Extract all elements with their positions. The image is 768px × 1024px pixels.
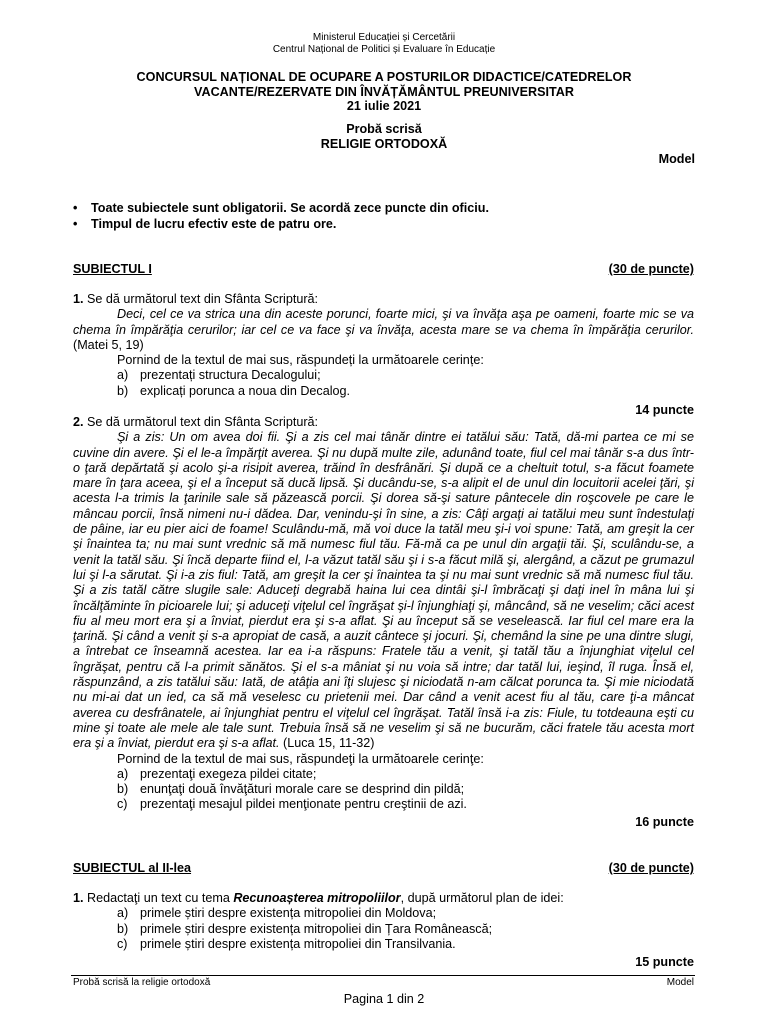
- requirements-list: [73, 767, 694, 813]
- issuer-header: [0, 32, 768, 56]
- rule-item: • Timpul de lucru efectiv este de patru ore.: [71, 216, 701, 232]
- question-number: 2.: [73, 415, 84, 429]
- requirement-item: b) primele știri despre existența mitropoliei din Țara Românească;: [117, 921, 493, 936]
- section-1-points: (30 de puncte): [608, 262, 694, 276]
- question-prompt: Pornind de la textul de mai sus, răspundeți la următoarele cerințe:: [117, 353, 484, 368]
- scripture-quote: Deci, cel ce va strica una din aceste porunci, foarte mici, şi va învăţa aşa pe oameni, foarte mic se va chema în împărăţia cerurilor; iar cel ce va face şi va învăţa, acesta mare se va chema în împărăţia cerurilor.: [73, 307, 694, 337]
- section-1-heading: [73, 262, 694, 276]
- exam-title: [0, 70, 768, 114]
- requirement-item: c) primele știri despre existența mitropoliei din Transilvania.: [117, 936, 456, 951]
- requirement-item: b) explicați porunca a noua din Decalog.: [117, 383, 351, 398]
- footer-exam: Probă scrisă la religie ortodoxă: [73, 977, 211, 988]
- question-intro: Se dă următorul text din Sfânta Scriptură:: [83, 415, 319, 429]
- ministry-name: Ministerul Educației și Cercetării: [312, 32, 456, 43]
- question-points: 15 puncte: [635, 955, 694, 970]
- rule-item: • Toate subiectele sunt obligatorii. Se acordă zece puncte din oficiu.: [71, 200, 701, 216]
- center-name: Centrul Național de Politici și Evaluare în Educație: [272, 44, 496, 55]
- requirement-item: a) prezentaţi exegeza pildei citate;: [117, 766, 317, 781]
- section-1-question-2: [73, 415, 694, 830]
- essay-theme: Recunoașterea mitropoliilor: [233, 891, 401, 905]
- section-2-question-1: [73, 891, 694, 970]
- question-points: 16 puncte: [635, 814, 694, 829]
- requirement-item: c) prezentaţi mesajul pildei menţionate pentru creştinii de azi.: [117, 797, 467, 812]
- requirement-item: a) primele știri despre existența mitropoliei din Moldova;: [117, 906, 437, 921]
- title-line-2: VACANTE/REZERVATE DIN ÎNVĂȚĂMÂNTUL PREUNIVERSITAR: [194, 84, 574, 99]
- requirement-item: a) prezentați structura Decalogului;: [117, 368, 321, 383]
- section-1-question-1: [73, 292, 694, 418]
- requirement-item: b) enunţaţi două învăţături morale care se desprind din pildă;: [117, 782, 465, 797]
- scripture-quote: Şi a zis: Un om avea doi fii. Şi a zis cel mai tânăr dintre ei tatălui său: Tată, dă-mi partea ce mi se cuvine din avere. Şi el le-a împărţit averea. Şi nu după multe zile, adunând toate, fiul cel mai tânăr s-a dus într-o ţară depărtată şi acolo şi-a risipit averea, trăind în desfrânări. Şi după ce a cheltuit totul, s-a făcut foamete mare în ţara aceea, şi el a început să ducă lipsă. Şi ducându-se, s-a alipit el de unul din locuitorii acelei ţări, şi acesta l-a trimis la ţarinile sale să păzească porcii. Şi dorea să-şi sature pântecele din roşcovele pe care le mâncau porcii, însă nimeni nu-i dădea. Dar, venindu-şi în sine, a zis: Câţi argaţi ai tatălui meu sunt îndestulaţi de pâine, iar eu pier aici de foame! Sculându-mă, mă voi duce la tatăl meu şi-i voi spune: Tată, am greşit la cer şi înaintea ta; nu mai sunt vrednic să mă numesc fiul tău. Fă-mă ca pe unul din argaţii tăi. Şi, sculându-se, a venit la tatăl său. Şi încă departe fiind el, l-a văzut tatăl său şi i s-a făcut milă şi, alergând, a căzut pe grumazul lui şi l-a sărutat. Şi i-a zis fiul: Tată, am greşit la cer şi înaintea ta şi nu mai sunt vrednic să mă numesc fiul tău. Şi a zis tatăl către slugile sale: Aduceţi degrabă haina lui cea dintâi şi-l îmbrăcaţi şi daţi inel în mâna lui şi încălţăminte în picioarele lui; şi aduceţi viţelul cel îngrăşat şi-l înjunghiaţi şi, mâncând, să ne veselim; căci acest fiu al meu mort era şi a înviat, pierdut era şi s-a aflat. Şi au început să se veselească. Iar fiul cel mare era la ţarină. Şi când a venit şi s-a apropiat de casă, a auzit cântece şi jocuri. Şi, chemând la sine pe una dintre slugi, a întrebat ce înseamnă acestea. Iar ea i-a răspuns: Fratele tău a venit, şi tatăl tău a înjunghiat viţelul cel îngrăşat, pentru că l-a primit sănătos. Şi el s-a mâniat şi nu voia să intre; dar tatăl lui, ieşind, îl ruga. Însă el, răspunzând, a zis tatălui său: Iată, de atâţia ani îţi slujesc şi niciodată n-am călcat porunca ta. Şi mie niciodată nu mi-ai dat un ied, ca să mă veselesc cu prietenii mei. Dar când a venit acest fiu al tău, care ţi-a mâncat averea cu desfrânatele, ai înjunghiat pentru el viţelul cel îngrăşat. Tatăl însă i-a zis: Fiule, tu totdeauna eşti cu mine şi toate ale mele ale tale sunt. Trebuia însă să ne veselim şi să ne bucurăm, căci fratele tău acesta mort era şi a înviat, pierdut era şi s-a aflat.: [73, 430, 694, 751]
- scripture-reference: (Matei 5, 19): [73, 337, 144, 352]
- question-intro: Se dă următorul text din Sfânta Scriptură:: [83, 292, 319, 306]
- model-label: Model: [658, 152, 695, 166]
- question-intro: Redactaţi un text cu tema: [83, 891, 234, 905]
- page-number: Pagina 1 din 2: [343, 992, 425, 1006]
- title-line-1: CONCURSUL NAȚIONAL DE OCUPARE A POSTURILOR DIDACTICE/CATEDRELOR: [136, 70, 632, 84]
- footer-divider: [71, 975, 695, 976]
- footer-model: Model: [666, 977, 694, 988]
- exam-type-block: [0, 122, 768, 152]
- section-2-label: SUBIECTUL al II-lea: [73, 861, 192, 875]
- question-points: 14 puncte: [635, 403, 694, 418]
- exam-subject: RELIGIE ORTODOXĂ: [320, 137, 448, 151]
- scripture-reference: (Luca 15, 11-32): [279, 736, 375, 751]
- question-number: 1.: [73, 292, 84, 306]
- exam-type: Probă scrisă: [346, 122, 422, 136]
- section-2-heading: [73, 861, 694, 875]
- general-rules: [71, 200, 701, 232]
- question-prompt: Pornind de la textul de mai sus, răspundeţi la următoarele cerinţe:: [117, 751, 484, 766]
- exam-date: 21 iulie 2021: [346, 99, 422, 114]
- question-intro-end: , după următorul plan de idei:: [400, 891, 564, 905]
- requirements-list: [73, 368, 694, 399]
- page-footer: [73, 977, 694, 988]
- section-1-label: SUBIECTUL I: [73, 262, 152, 276]
- question-number: 1.: [73, 891, 84, 905]
- requirements-list: [73, 906, 694, 952]
- section-2-points: (30 de puncte): [608, 861, 694, 875]
